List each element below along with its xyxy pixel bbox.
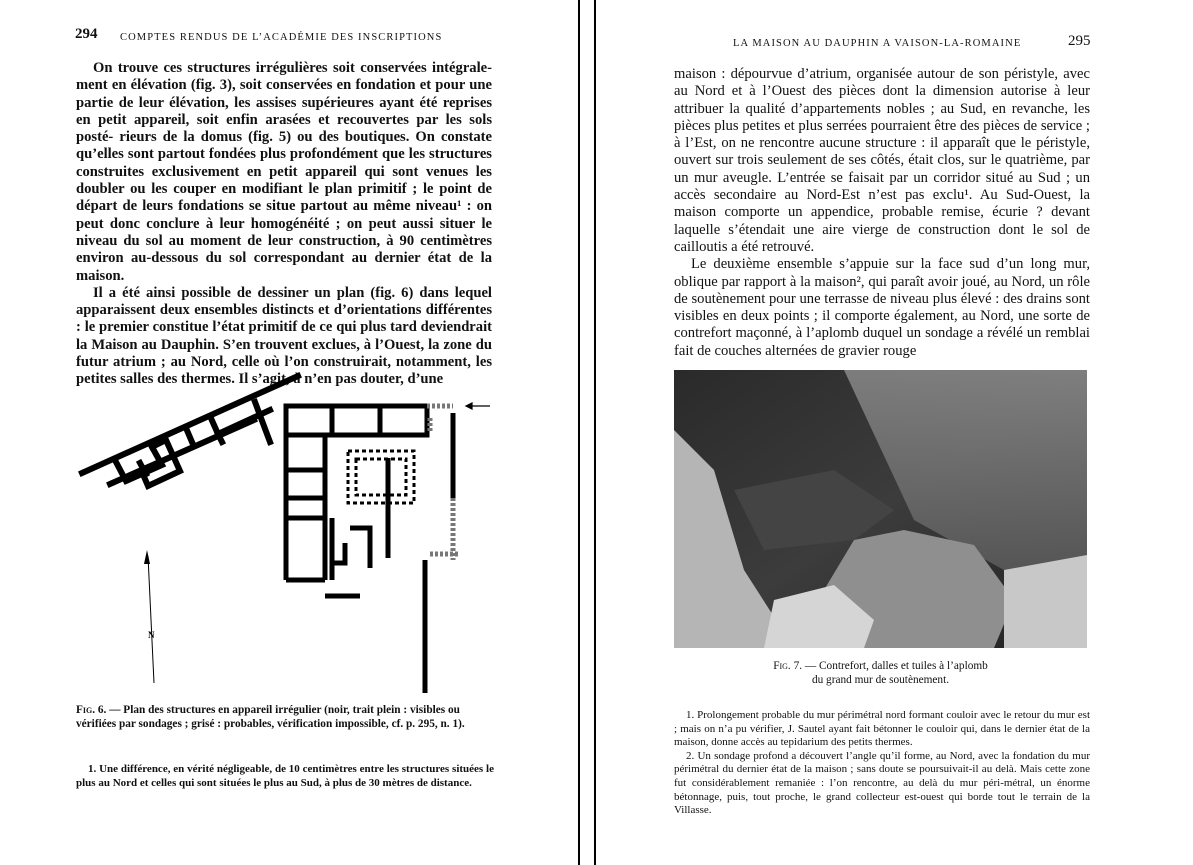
paragraph [674, 256, 1090, 360]
excavation-photo [674, 370, 1087, 648]
text-line: oblique par rapport à la maison², qui paraît avoir joué, au Nord, [674, 273, 1046, 290]
text-line: Il a été ainsi possible de dessiner un plan (fig. 6) dans lequel [93, 284, 492, 301]
text-line: au Nord, une sorte de contrefort maçonné, à l’aplomb duquel un [674, 308, 1090, 342]
text-line: partie de leur élévation, les assises supérieures ayant été reprises [76, 94, 492, 111]
figure-caption [674, 659, 1087, 687]
text-line: des drains sont visibles en deux points ; il comporte également, [674, 290, 1090, 325]
footnote: 2. Un sondage profond a découvert l’angle qu’il forme, au Nord, avec la fondation du mur périmétral du dernier état de la maison ; sans doute se poursuivait-il au delà. Mais cette zone fut considérablement remaniée : l’on rencontre, au delà du mur péri-métral, un énorme bétonnage, puis, tout proche, le grand collecteur est-ouest qui borde tout le terrain de la Villasse. [674, 749, 1090, 817]
text-line: en petit appareil, soit enfin arasées et recouvertes par les sols posté- [76, 111, 492, 146]
figure-number: Fig. 6. [76, 704, 107, 716]
body-text [674, 66, 1090, 360]
text-line: par un corridor situé au Sud ; un accès secondaire au Nord-Est [674, 169, 1090, 204]
north-label: N [148, 630, 155, 640]
text-line: exclusivement en petit appareil qui sont venues les doubler ou les [76, 163, 492, 198]
text-line: du futur atrium ; au Nord, celle où l’on construirait, notamment, [76, 336, 492, 371]
text-line: rieurs de la domus (fig. 5) ou des boutiques. On constate qu’elles [76, 129, 493, 163]
text-line: pièces de service ; à l’Est, on ne rencontre aucune structure : il [674, 117, 1090, 152]
text-line: sondage a révélé un remblai fait de couches alternées de gravier rouge [674, 325, 1090, 359]
text-line: la Maison au Dauphin. S’en trouvent exclues, à l’Ouest, la zone [76, 336, 472, 353]
text-line: avec au Nord et à l’Ouest des pièces dont la dimension autorise [674, 66, 1090, 100]
text-line: de leur construction, à 90 centimètres environ au-dessous du sol [76, 232, 492, 267]
text-line: les petites salles des thermes. Il s’agit, à n’en pas douter, d’une [76, 354, 493, 388]
text-line: était clos, sur le quatrième, par un mur aveugle. L’entrée se faisait [674, 152, 1090, 186]
text-line: à leur homogénéité ; on peut aussi situer le niveau du sol au moment [76, 215, 493, 249]
left-page [0, 0, 578, 865]
site-plan-figure [70, 368, 500, 693]
paragraph [76, 60, 492, 285]
text-line: correspondant au dernier état de la maison. [76, 250, 492, 284]
figure-caption [76, 703, 494, 731]
text-line: couper en modifiant le plan primitif ; le point de départ de leurs [76, 181, 492, 215]
footnotes [674, 709, 1090, 818]
text-line: On trouve ces structures irrégulières soit conservées intégrale- [93, 60, 492, 76]
north-arrow-icon [144, 550, 154, 683]
text-line: un rôle de soutènement pour une terrasse de niveau plus élevé : [674, 273, 1090, 307]
body-text [76, 60, 492, 389]
text-line: à leur attribuer la qualité d’appartements nobles ; au Sud, en [674, 83, 1090, 117]
text-line: fondations se situe partout au même niveau¹ : on peut donc conclure [76, 198, 492, 232]
running-head: COMPTES RENDUS DE L’ACADÉMIE DES INSCRIPTIONS [120, 32, 443, 43]
text-line: maison : dépourvue d’atrium, organisée autour de son péristyle, [674, 66, 1059, 82]
right-page [597, 0, 1193, 865]
page-number: 295 [1068, 33, 1091, 49]
text-line: sont partout fondées plus profondément que les structures construites [76, 146, 492, 180]
text-line: le premier constitue l’état primitif de ce qui plus tard deviendrait [84, 319, 492, 336]
footnote: 1. Prolongement probable du mur périmétral nord formant couloir avec le retour du mur est ; mais on n’a pu vérifier, J. Sautel ayant fait bétonner le couloir qui, dans le dernier état de la maison, donne accès au tepidarium des petits thermes. [674, 709, 1090, 749]
text-line: apparaît que le péristyle, ouvert sur trois seulement de ses côtés, [674, 135, 1090, 169]
text-line: ment en élévation (fig. 3), soit conservées en fondation et pour une [76, 77, 492, 94]
caption-line: — Contrefort, dalles et tuiles à l’aplomb [804, 660, 988, 672]
caption-line: du grand mur de soutènement. [811, 674, 950, 686]
caption-text: — Plan des structures en appareil irrégulier (noir, trait plein : visibles ou vérifiées par sondages ; grisé : probables, vérification impossible, cf. p. 295, n. 1). [76, 704, 465, 730]
running-head: LA MAISON AU DAUPHIN A VAISON-LA-ROMAINE [733, 38, 1022, 49]
text-line: revanche, les pièces plus petites et plus serrées pourraient être des [674, 100, 1090, 134]
page-gutter [578, 0, 597, 865]
text-line: n’est pas exclu¹. Au Sud-Ouest, la maison comporte un appendice, [674, 187, 1090, 221]
text-line: de construction dont le sol de cailloutis a été retrouvé. [674, 221, 1090, 255]
text-line: Le deuxième ensemble s’appuie sur la face sud d’un long mur, [691, 256, 1090, 273]
text-line: probable remise, écurie ? devant laquelle s’étendait une aire vierge [674, 204, 1090, 238]
text-line: apparaissent deux ensembles distincts et d’orientations différentes : [76, 302, 492, 336]
figure-number: Fig. 7. [773, 660, 803, 672]
footnote: 1. Une différence, en vérité négligeable, de 10 centimètres entre les structures situées le plus au Nord et celles qui sont situées le plus au Sud, à plus de 30 mètres de distance. [76, 763, 494, 789]
page-number: 294 [75, 26, 98, 42]
paragraph [674, 66, 1090, 256]
